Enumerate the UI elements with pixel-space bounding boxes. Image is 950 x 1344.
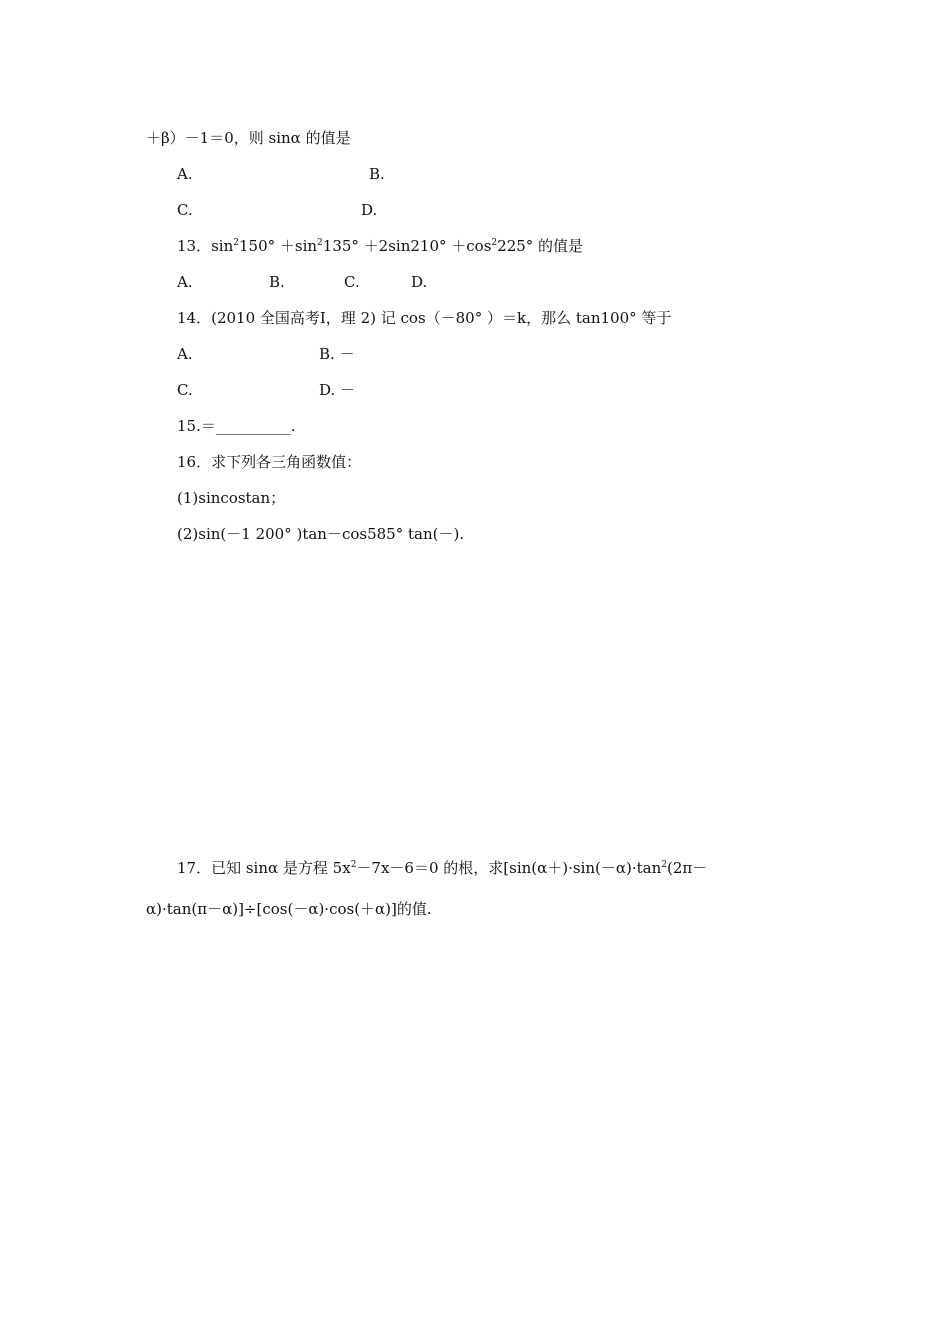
q12-option-a: A. [177,165,193,183]
q13-option-c: C. [344,273,360,291]
q14-option-b: B. － [319,345,355,363]
q13-option-a: A. [177,273,193,291]
q12-option-c: C. [177,201,193,219]
q14-option-c: C. [177,381,193,399]
q16-sub1: (1)sincostan； [177,489,286,507]
q14-text: 14．(2010 全国高考Ⅰ，理 2) 记 cos（－80° ）＝k，那么 tan100° 等于 [177,309,672,327]
q13-option-b: B. [269,273,285,291]
q16-sub2: (2)sin(－1 200° )tan－cos585° tan(－). [177,525,465,543]
q14-option-d: D. － [319,381,356,399]
q12-text: ＋β）－1＝0，则 sinα 的值是 [146,129,351,147]
q15-text: 15.＝__________. [177,417,296,435]
q13-text: 13．$\sin^2150^\circ +\sin^2135^\circ +2\sin 210^\circ +\cos^2225^\circ$ 的值是 [177,237,584,255]
q16-text: 16．求下列各三角函数值： [177,453,362,471]
q13-option-d: D. [411,273,428,291]
q12-option-d: D. [361,201,378,219]
q17-text-line2: α)·tan(π－α)]÷[cos(－α)·cos(＋α)]的值. [146,900,432,918]
q17-text-line1: 17．已知 sinα 是方程 $5x^2-7x-6=0$ 的根，求[$\sin(\alpha+)\cdot\sin(-\alpha)\cdot\tan^2(2\pi-$ [177,859,708,877]
q14-option-a: A. [177,345,193,363]
q12-option-b: B. [369,165,385,183]
